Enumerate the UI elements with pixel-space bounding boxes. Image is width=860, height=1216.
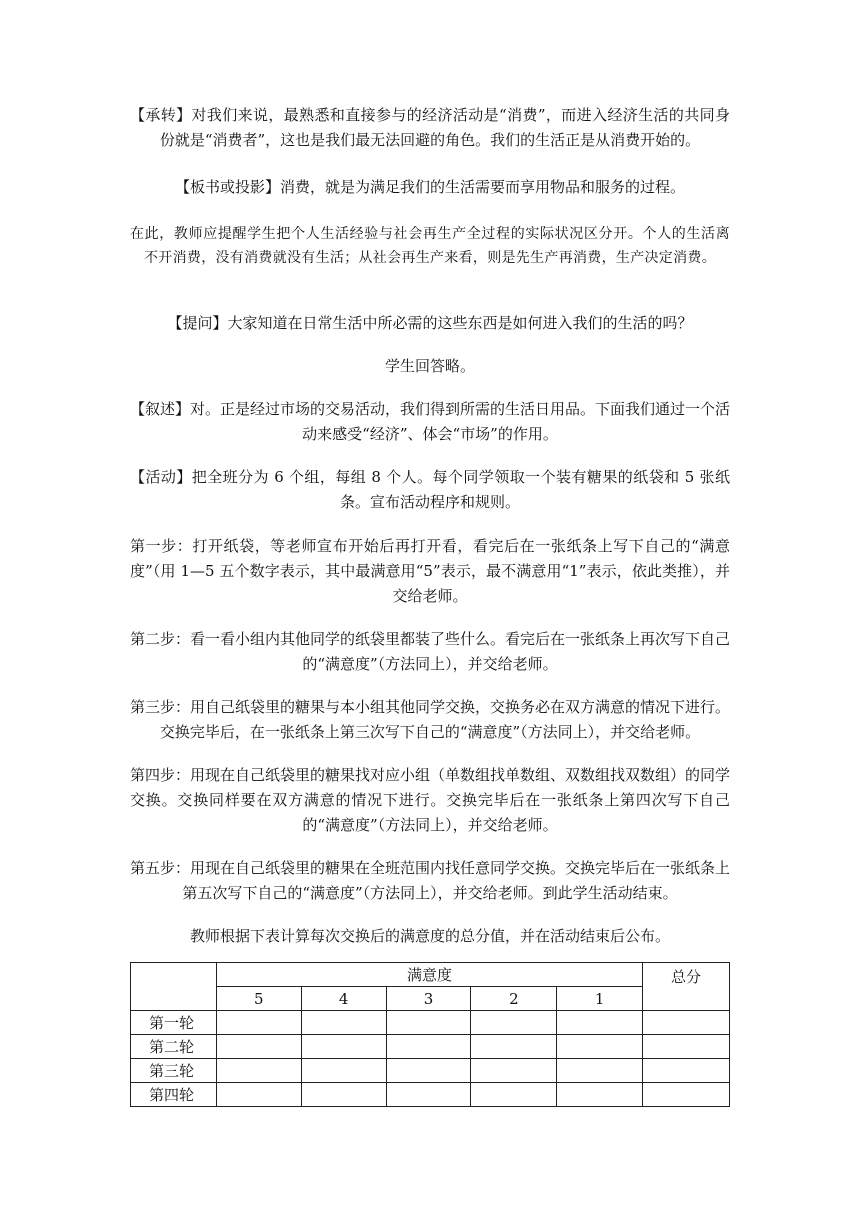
- table-row: [131, 1059, 730, 1083]
- table-cell: [216, 1011, 301, 1035]
- paragraph-activity: 【活动】把全班分为 6 个组，每组 8 个人。每个同学领取一个装有糖果的纸袋和 5 张纸条。宣布活动程序和规则。: [130, 468, 730, 511]
- table-cell: [557, 1035, 643, 1059]
- satisfaction-table: [130, 962, 730, 1107]
- paragraph-teacher-note: 在此，教师应提醒学生把个人生活经验与社会再生产全过程的实际状况区分开。个人的生活离不开消费，没有消费就没有生活；从社会再生产来看，则是先生产再消费，生产决定消费。: [130, 226, 730, 266]
- table-cell: [301, 1083, 386, 1107]
- table-col-header: 4: [301, 987, 386, 1011]
- table-cell: [471, 1059, 557, 1083]
- table-cell: [471, 1011, 557, 1035]
- table-corner-cell: [131, 963, 217, 1011]
- paragraph-blackboard: 【板书或投影】消费，就是为满足我们的生活需要而享用物品和服务的过程。: [174, 178, 685, 196]
- table-header-row: [131, 963, 730, 987]
- paragraph-student-answer: 学生回答略。: [384, 357, 475, 375]
- table-cell: [216, 1059, 301, 1083]
- paragraph-question: 【提问】大家知道在日常生活中所必需的这些东西是如何进入我们的生活的吗？: [167, 314, 693, 332]
- table-header-total: 总分: [643, 963, 730, 1011]
- table-cell: [643, 1011, 730, 1035]
- table-cell: [557, 1011, 643, 1035]
- table-subheader-row: [131, 987, 730, 1011]
- table-col-header: 1: [557, 987, 643, 1011]
- table-row: [131, 1083, 730, 1107]
- paragraph-step-4: 第四步：用现在自己纸袋里的糖果找对应小组（单数组找单数组、双数组找双数组）的同学交换。交换同样要在双方满意的情况下进行。交换完毕后在一张纸条上第四次写下自己的“满意度”（方法同上），并交给老师。: [130, 766, 731, 834]
- table-row-label: 第三轮: [131, 1059, 217, 1083]
- table-row-label: 第一轮: [131, 1011, 217, 1035]
- table-cell: [386, 1059, 471, 1083]
- paragraph-transition: 【承转】对我们来说，最熟悉和直接参与的经济活动是“消费”，而进入经济生活的共同身份就是“消费者”，这也是我们最无法回避的角色。我们的生活正是从消费开始的。: [130, 106, 730, 149]
- table-cell: [301, 1059, 386, 1083]
- table-row: [131, 1035, 730, 1059]
- paragraph-narration: 【叙述】对。正是经过市场的交易活动，我们得到所需的生活日用品。下面我们通过一个活动来感受“经济”、体会“市场”的作用。: [130, 400, 731, 443]
- paragraph-step-1: 第一步：打开纸袋，等老师宣布开始后再打开看，看完后在一张纸条上写下自己的“满意度”（用 1—5 五个数字表示，其中最满意用“5”表示，最不满意用“1”表示，依此类推），并交给老师。: [130, 537, 730, 605]
- table-cell: [643, 1035, 730, 1059]
- table-row: [131, 1011, 730, 1035]
- paragraph-table-intro: 教师根据下表计算每次交换后的满意度的总分值，并在活动结束后公布。: [189, 927, 670, 945]
- paragraph-step-5: 第五步：用现在自己纸袋里的糖果在全班范围内找任意同学交换。交换完毕后在一张纸条上第五次写下自己的“满意度”（方法同上），并交给老师。到此学生活动结束。: [130, 859, 731, 902]
- table-header-satisfaction: 满意度: [216, 963, 642, 987]
- table-cell: [301, 1035, 386, 1059]
- table-cell: [216, 1035, 301, 1059]
- table-col-header: 2: [471, 987, 557, 1011]
- table-cell: [301, 1011, 386, 1035]
- table-cell: [471, 1083, 557, 1107]
- table-cell: [643, 1059, 730, 1083]
- table-cell: [557, 1083, 643, 1107]
- table-cell: [386, 1035, 471, 1059]
- table-cell: [386, 1083, 471, 1107]
- table-cell: [216, 1083, 301, 1107]
- paragraph-step-2: 第二步：看一看小组内其他同学的纸袋里都装了些什么。看完后在一张纸条上再次写下自己的“满意度”（方法同上），并交给老师。: [130, 630, 731, 673]
- table-cell: [471, 1035, 557, 1059]
- table-cell: [643, 1083, 730, 1107]
- table-cell: [386, 1011, 471, 1035]
- paragraph-step-3: 第三步：用自己纸袋里的糖果与本小组其他同学交换，交换务必在双方满意的情况下进行。交换完毕后，在一张纸条上第三次写下自己的“满意度”（方法同上），并交给老师。: [130, 698, 731, 741]
- table-row-label: 第四轮: [131, 1083, 217, 1107]
- table-row-label: 第二轮: [131, 1035, 217, 1059]
- table-col-header: 5: [216, 987, 301, 1011]
- table-col-header: 3: [386, 987, 471, 1011]
- table-cell: [557, 1059, 643, 1083]
